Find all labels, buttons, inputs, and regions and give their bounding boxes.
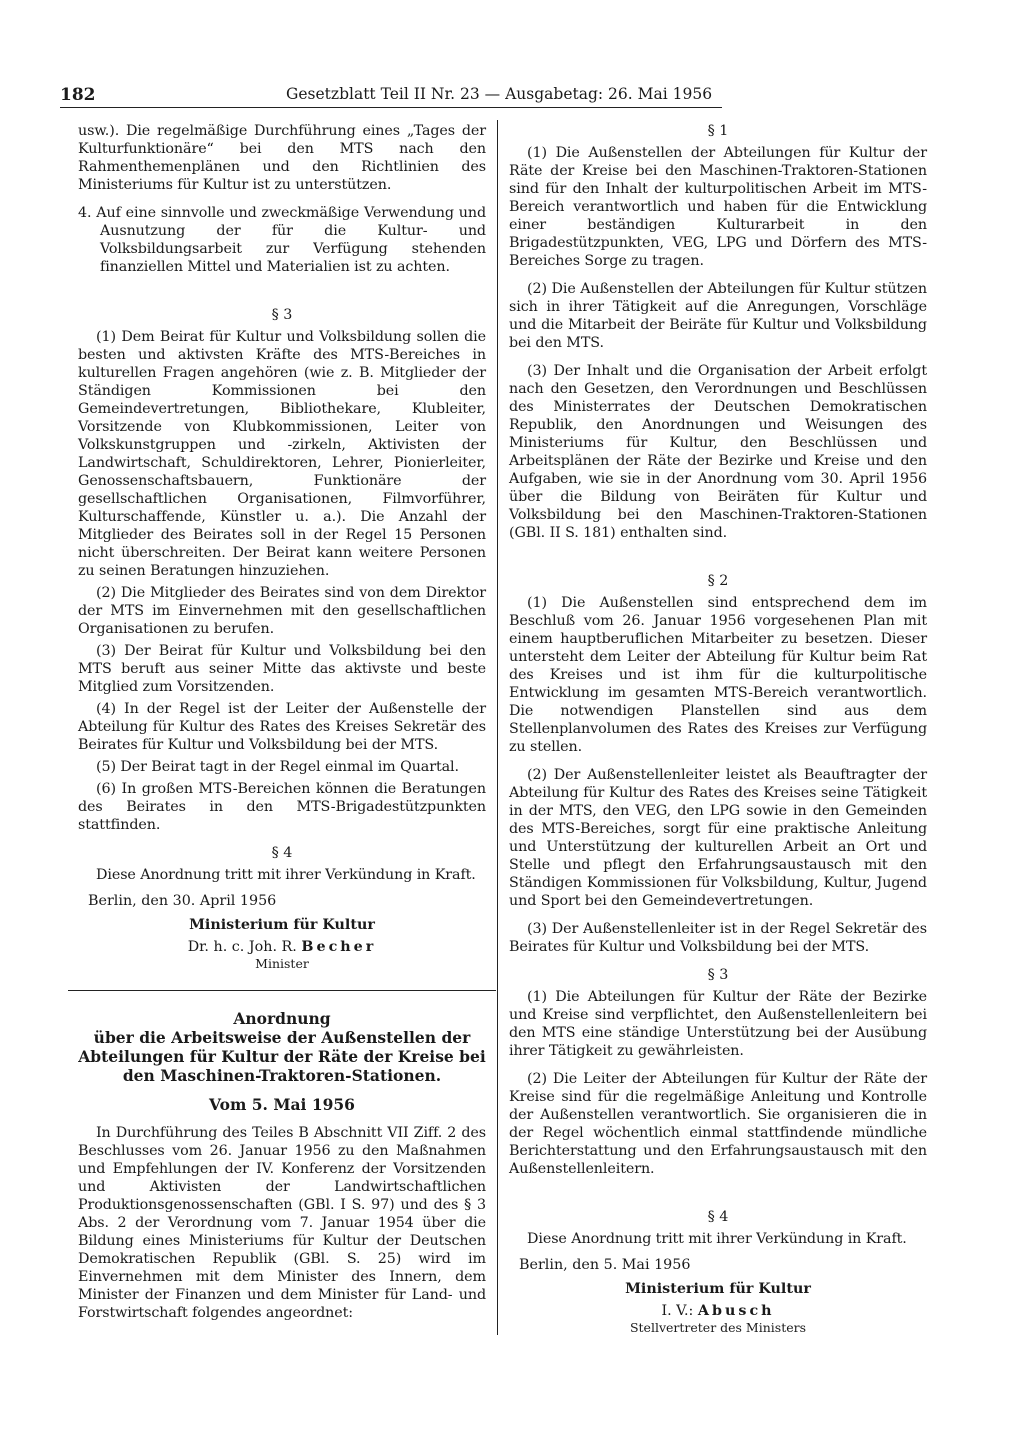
paragraph: (2) Die Leiter der Abteilungen für Kultur der Räte der Kreise sind für die regelmäßige Anleitung und Kontrolle der Außenstellen verantwortlich. Sie organisieren die in der Regel wöchentlich einmal stattfindende mündliche Berichterstattung und den Erfahrungsaustausch mit den Außenstellenleitern. (509, 1071, 927, 1177)
paragraph: Diese Anordnung tritt mit ihrer Verkündung in Kraft. (96, 867, 476, 883)
section-heading-3: § 3 (271, 307, 293, 323)
page-header (60, 85, 722, 108)
ordinance-subtitle: über die Arbeitsweise der Außenstellen der Abteilungen für Kultur der Räte der Kreise bei den Maschinen-Traktoren-Stationen. (78, 1028, 486, 1085)
signature-ministry: Ministerium für Kultur (625, 1281, 811, 1297)
paragraph: (6) In großen MTS-Bereichen können die Beratungen des Beirates in den MTS-Brigadestützpunkten stattfinden. (78, 781, 486, 833)
paragraph: (1) Die Außenstellen der Abteilungen für Kultur der Räte der Kreise bei den Maschinen-Traktoren-Stationen sind für den Inhalt der kulturpolitischen Arbeit im MTS-Bereich verantwortlich und haben für die Entwicklung einer beständigen Kulturarbeit in den Brigadestützpunkten, VEG, LPG und Dörfern des MTS-Bereiches Sorge zu tragen. (509, 145, 927, 269)
ordinance-date: Vom 5. Mai 1956 (209, 1095, 355, 1114)
paragraph: (3) Der Beirat für Kultur und Volksbildung bei den MTS beruft aus seiner Mitte das aktivste und beste Mitglied zum Vorsitzenden. (78, 643, 486, 695)
left-column (78, 122, 486, 1326)
signature-role: Minister (255, 956, 309, 971)
signature-name (509, 1302, 927, 1320)
section-heading-4: § 4 (707, 1209, 729, 1225)
signature-name (78, 938, 486, 956)
paragraph: (2) Der Außenstellenleiter leistet als Beauftragter der Abteilung für Kultur des Rates des Kreises seine Tätigkeit in der MTS, den VEG, den LPG sowie in den Gemeinden des MTS-Bereiches, sorgt für eine praktische Anleitung und Unterstützung der kulturellen Arbeit an Ort und Stelle und pflegt den Erfahrungsaustausch mit den Ständigen Kommissionen für Volksbildung, Kultur, Jugend und Sport bei den Gemeindevertretungen. (509, 767, 927, 909)
paragraph: (4) In der Regel ist der Leiter der Außenstelle der Abteilung für Kultur des Rates des Kreises Sekretär des Beirates für Kultur und Volksbildung bei der MTS. (78, 701, 486, 753)
column-divider (497, 120, 498, 1335)
right-column (509, 122, 927, 1336)
paragraph: Diese Anordnung tritt mit ihrer Verkündung in Kraft. (527, 1231, 907, 1247)
paragraph: (3) Der Inhalt und die Organisation der Arbeit erfolgt nach den Gesetzen, den Verordnungen und Beschlüssen des Ministerrates der Deutschen Demokratischen Republik, den Anordnungen und Weisungen des Ministeriums für Kultur, den Beschlüssen und Arbeitsplänen der Räte der Bezirke und Kreise und den Aufgaben, wie sie in der Anordnung vom 30. April 1956 über die Bildung von Beiräten für Kultur und Volksbildung bei den Maschinen-Traktoren-Stationen (GBl. II S. 181) enthalten sind. (509, 363, 927, 541)
running-head: Gesetzblatt Teil II Nr. 23 — Ausgabetag: 26. Mai 1956 (286, 85, 713, 103)
section-heading-4: § 4 (271, 845, 293, 861)
paragraph: (1) Dem Beirat für Kultur und Volksbildung sollen die besten und aktivsten Kräfte des MTS-Bereiches in kulturellen Fragen angehören (wie z. B. Mitglieder der Ständigen Kommissionen bei den Gemeindevertretungen, Bibliothekare, Klubleiter, Vorsitzende von Klubkommissionen, Leiter von Volkskunstgruppen und -zirkeln, Aktivisten der Landwirtschaft, Schuldirektoren, Lehrer, Pionierleiter, Genossenschaftsbauern, Funktionäre der gesellschaftlichen Organisationen, Filmvorführer, Kulturschaffende, Künstler u. a.). Die Anzahl der Mitglieder des Beirates soll in der Regel 15 Personen nicht überschreiten. Der Beirat kann weitere Personen zu seinen Beratungen hinzuziehen. (78, 329, 486, 579)
paragraph: (5) Der Beirat tagt in der Regel einmal im Quartal. (96, 759, 459, 775)
signature-surname: Abusch (697, 1303, 775, 1319)
paragraph: (1) Die Außenstellen sind entsprechend dem im Beschluß vom 26. Januar 1956 vorgesehenen Plan mit einem hauptberuflichen Mitarbeiter zu besetzen. Dieser untersteht dem Leiter der Abteilung für Kultur beim Rat des Kreises und ist ihm für die kulturpolitische Entwicklung im gesamten MTS-Bereich verantwortlich. Die notwendigen Planstellen sind aus dem Stellenplanvolumen des Rates des Kreises zur Verfügung zu stellen. (509, 595, 927, 755)
signature-role: Stellvertreter des Ministers (629, 1320, 807, 1335)
place-date: Berlin, den 5. Mai 1956 (519, 1257, 691, 1273)
paragraph: (2) Die Außenstellen der Abteilungen für Kultur stützen sich in ihrer Tätigkeit auf die Anregungen, Vorschläge und die Mitarbeit der Beiräte für Kultur und Volksbildung bei den MTS. (509, 281, 927, 351)
signature-ministry: Ministerium für Kultur (189, 917, 375, 933)
signature-surname: Becher (301, 939, 377, 955)
continued-paragraph: usw.). Die regelmäßige Durchführung eines „Tages der Kulturfunktionäre“ bei den MTS nach den Rahmenthemenplänen und den Richtlinien des Ministeriums für Kultur ist zu unterstützen. (78, 123, 486, 193)
signature-prefix: Dr. h. c. Joh. R. (187, 939, 297, 955)
signature-prefix: I. V.: (661, 1303, 694, 1319)
list-item-4: 4. Auf eine sinnvolle und zweckmäßige Verwendung und Ausnutzung der für die Kultur- und Volksbildungsarbeit zur Verfügung stehenden finanziellen Mittel und Materialien ist zu achten. (78, 205, 486, 275)
paragraph: (2) Die Mitglieder des Beirates sind von dem Direktor der MTS im Einvernehmen mit den gesellschaftlichen Organisationen zu berufen. (78, 585, 486, 637)
paragraph: (3) Der Außenstellenleiter ist in der Regel Sekretär des Beirates für Kultur und Volksbildung bei der MTS. (509, 921, 927, 955)
section-heading-3: § 3 (707, 967, 729, 983)
section-separator (68, 990, 496, 991)
section-heading-1: § 1 (707, 123, 729, 139)
preamble: In Durchführung des Teiles B Abschnitt VII Ziff. 2 des Beschlusses vom 26. Januar 1956 zu den Maßnahmen und Empfehlungen der IV. Konferenz der Vorsitzenden und Aktivisten der Landwirtschaftlichen Produktionsgenossenschaften (GBl. I S. 97) und des § 3 Abs. 2 der Verordnung vom 7. Januar 1954 über die Bildung eines Ministeriums für Kultur der Deutschen Demokratischen Republik (GBl. S. 25) wird im Einvernehmen mit dem Minister des Innern, dem Minister der Finanzen und dem Minister für Land- und Forstwirtschaft folgendes angeordnet: (78, 1125, 486, 1321)
ordinance-title: Anordnung (233, 1009, 331, 1028)
place-date: Berlin, den 30. April 1956 (88, 893, 277, 909)
section-heading-2: § 2 (707, 573, 729, 589)
paragraph: (1) Die Abteilungen für Kultur der Räte der Bezirke und Kreise sind verpflichtet, den Außenstellenleitern bei den MTS eine ständige Unterstützung bei der Ausübung ihrer Tätigkeit zu gewährleisten. (509, 989, 927, 1059)
page-number: 182 (60, 85, 96, 105)
